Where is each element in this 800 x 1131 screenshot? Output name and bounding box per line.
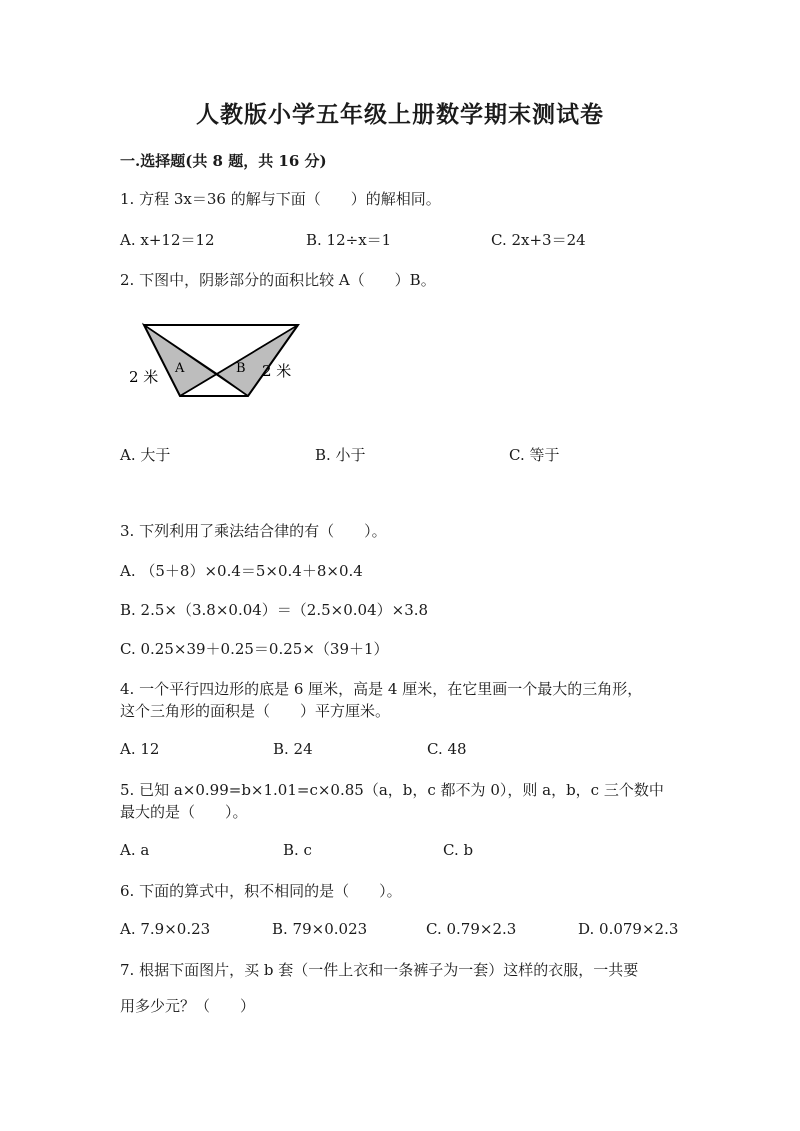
question-2-option-b: B. 小于 (315, 446, 366, 464)
right-length-label: 2 米 (262, 362, 292, 380)
question-1-option-b: B. 12÷x＝1 (306, 231, 392, 249)
question-5-option-a: A. a (120, 841, 150, 859)
question-2-option-a: A. 大于 (120, 446, 171, 464)
question-5-stem-line2: 最大的是（ ）。 (120, 803, 248, 821)
question-4-stem-line2: 这个三角形的面积是（ ）平方厘米。 (120, 702, 391, 720)
question-2-option-c: C. 等于 (509, 446, 560, 464)
question-1-stem: 1. 方程 3x＝36 的解与下面（ ）的解相同。 (120, 190, 441, 208)
label-b: B (236, 361, 246, 376)
section-heading: 一.选择题(共 8 题，共 16 分) (120, 152, 327, 170)
question-6-stem: 6. 下面的算式中，积不相同的是（ ）。 (120, 882, 402, 900)
question-3-option-c: C. 0.25×39＋0.25＝0.25×（39＋1） (120, 640, 389, 658)
question-4-stem-line1: 4. 一个平行四边形的底是 6 厘米，高是 4 厘米，在它里画一个最大的三角形， (120, 680, 643, 698)
question-5-stem-line1: 5. 已知 a×0.99=b×1.01=c×0.85（a，b，c 都不为 0），则 a，b，c 三个数中 (120, 781, 664, 799)
question-7-stem-line1: 7. 根据下面图片，买 b 套（一件上衣和一条裤子为一套）这样的衣服，一共要 (120, 961, 639, 979)
question-1-option-c: C. 2x+3＝24 (491, 231, 586, 249)
question-4-option-b: B. 24 (273, 740, 313, 758)
question-3-option-b: B. 2.5×（3.8×0.04）＝（2.5×0.04）×3.8 (120, 601, 429, 619)
question-4-option-a: A. 12 (120, 740, 160, 758)
question-6-option-c: C. 0.79×2.3 (426, 920, 517, 938)
question-3-option-a: A. （5＋8）×0.4＝5×0.4＋8×0.4 (120, 562, 363, 580)
question-5-option-c: C. b (443, 841, 474, 859)
question-7-stem-line2: 用多少元？（ ） (120, 997, 256, 1015)
page-title: 人教版小学五年级上册数学期末测试卷 (196, 101, 604, 128)
question-6-option-b: B. 79×0.023 (272, 920, 368, 938)
label-a: A (175, 361, 185, 376)
question-2-stem: 2. 下图中，阴影部分的面积比较 A（ ）B。 (120, 271, 436, 289)
question-1-option-a: A. x+12＝12 (120, 231, 215, 249)
question-6-option-d: D. 0.079×2.3 (578, 920, 679, 938)
left-length-label: 2 米 (129, 368, 159, 386)
trapezoid-figure (122, 318, 308, 402)
question-5-option-b: B. c (283, 841, 312, 859)
question-3-stem: 3. 下列利用了乘法结合律的有（ ）。 (120, 522, 387, 540)
question-6-option-a: A. 7.9×0.23 (120, 920, 211, 938)
question-4-option-c: C. 48 (427, 740, 467, 758)
trapezoid-diagram (122, 318, 308, 402)
